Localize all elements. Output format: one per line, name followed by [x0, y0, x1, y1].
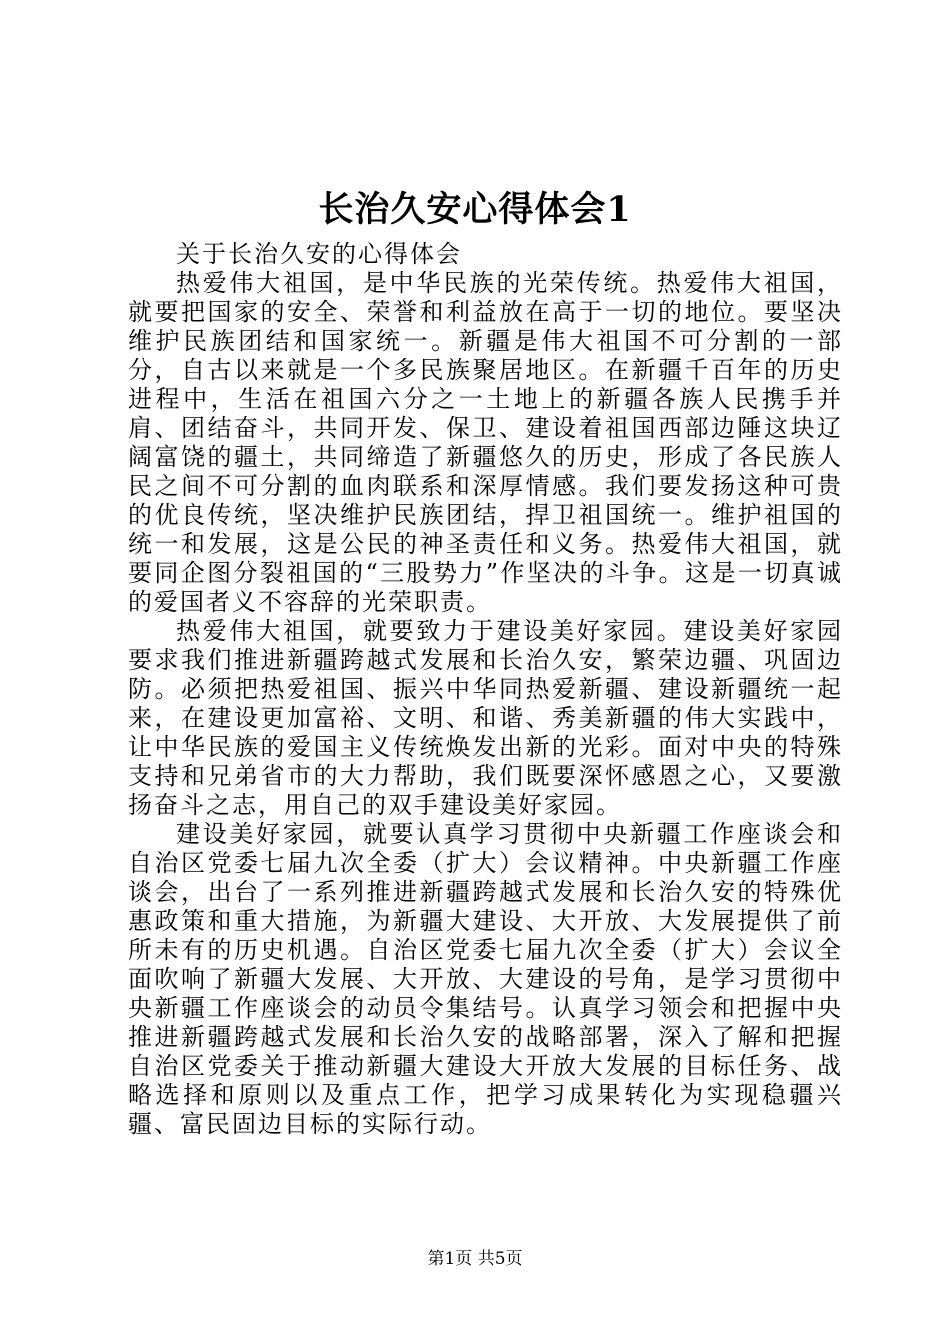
body-paragraph-3: 建设美好家园，就要认真学习贯彻中央新疆工作座谈会和自治区党委七届九次全委（扩大）会议精神。中央新疆工作座谈会，出台了一系列推进新疆跨越式发展和长治久安的特殊优惠政策和重大措施，为新疆大建设、大开放、大发展提供了前所未有的历史机遇。自治区党委七届九次全委（扩大）会议全面吹响了新疆大发展、大开放、大建设的号角，是学习贯彻中央新疆工作座谈会的动员令集结号。认真学习领会和把握中央推进新疆跨越式发展和长治久安的战略部署，深入了解和把握自治区党委关于推动新疆大建设大开放大发展的目标任务、战略选择和原则以及重点工作，把学习成果转化为实现稳疆兴疆、富民固边目标的实际行动。: [128, 820, 843, 1138]
subtitle-paragraph: 关于长治久安的心得体会: [176, 240, 462, 268]
body-paragraph-1: 热爱伟大祖国，是中华民族的光荣传统。热爱伟大祖国，就要把国家的安全、荣誉和利益放在高于一切的地位。要坚决维护民族团结和国家统一。新疆是伟大祖国不可分割的一部分，自古以来就是一个多民族聚居地区。在新疆千百年的历史进程中，生活在祖国六分之一土地上的新疆各族人民携手并肩、团结奋斗，共同开发、保卫、建设着祖国西部边陲这块辽阔富饶的疆土，共同缔造了新疆悠久的历史，形成了各民族人民之间不可分割的血肉联系和深厚情感。我们要发扬这种可贵的优良传统，坚决维护民族团结，捍卫祖国统一。维护祖国的统一和发展，这是公民的神圣责任和义务。热爱伟大祖国，就要同企图分裂祖国的“三股势力”作坚决的斗争。这是一切真诚的爱国者义不容辞的光荣职责。: [128, 269, 843, 616]
document-title: 长治久安心得体会1: [318, 189, 632, 230]
page-footer: 第1页 共5页: [427, 1249, 523, 1269]
document-body: [128, 240, 843, 1139]
body-paragraph-2: 热爱伟大祖国，就要致力于建设美好家园。建设美好家园要求我们推进新疆跨越式发展和长治久安，繁荣边疆、巩固边防。必须把热爱祖国、振兴中华同热爱新疆、建设新疆统一起来，在建设更加富裕、文明、和谐、秀美新疆的伟大实践中，让中华民族的爱国主义传统焕发出新的光彩。面对中央的特殊支持和兄弟省市的大力帮助，我们既要深怀感恩之心，又要激扬奋斗之志，用自己的双手建设美好家园。: [128, 617, 843, 819]
